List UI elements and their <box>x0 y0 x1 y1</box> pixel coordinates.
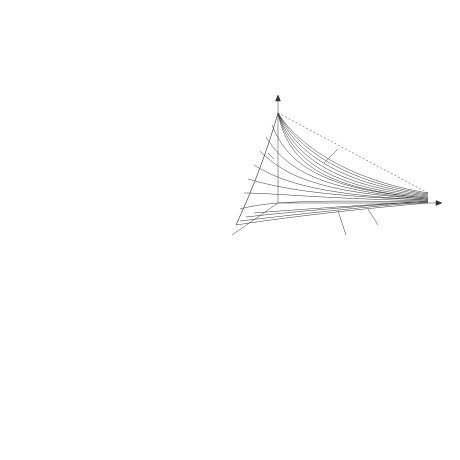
figure-4-11 <box>228 85 458 245</box>
